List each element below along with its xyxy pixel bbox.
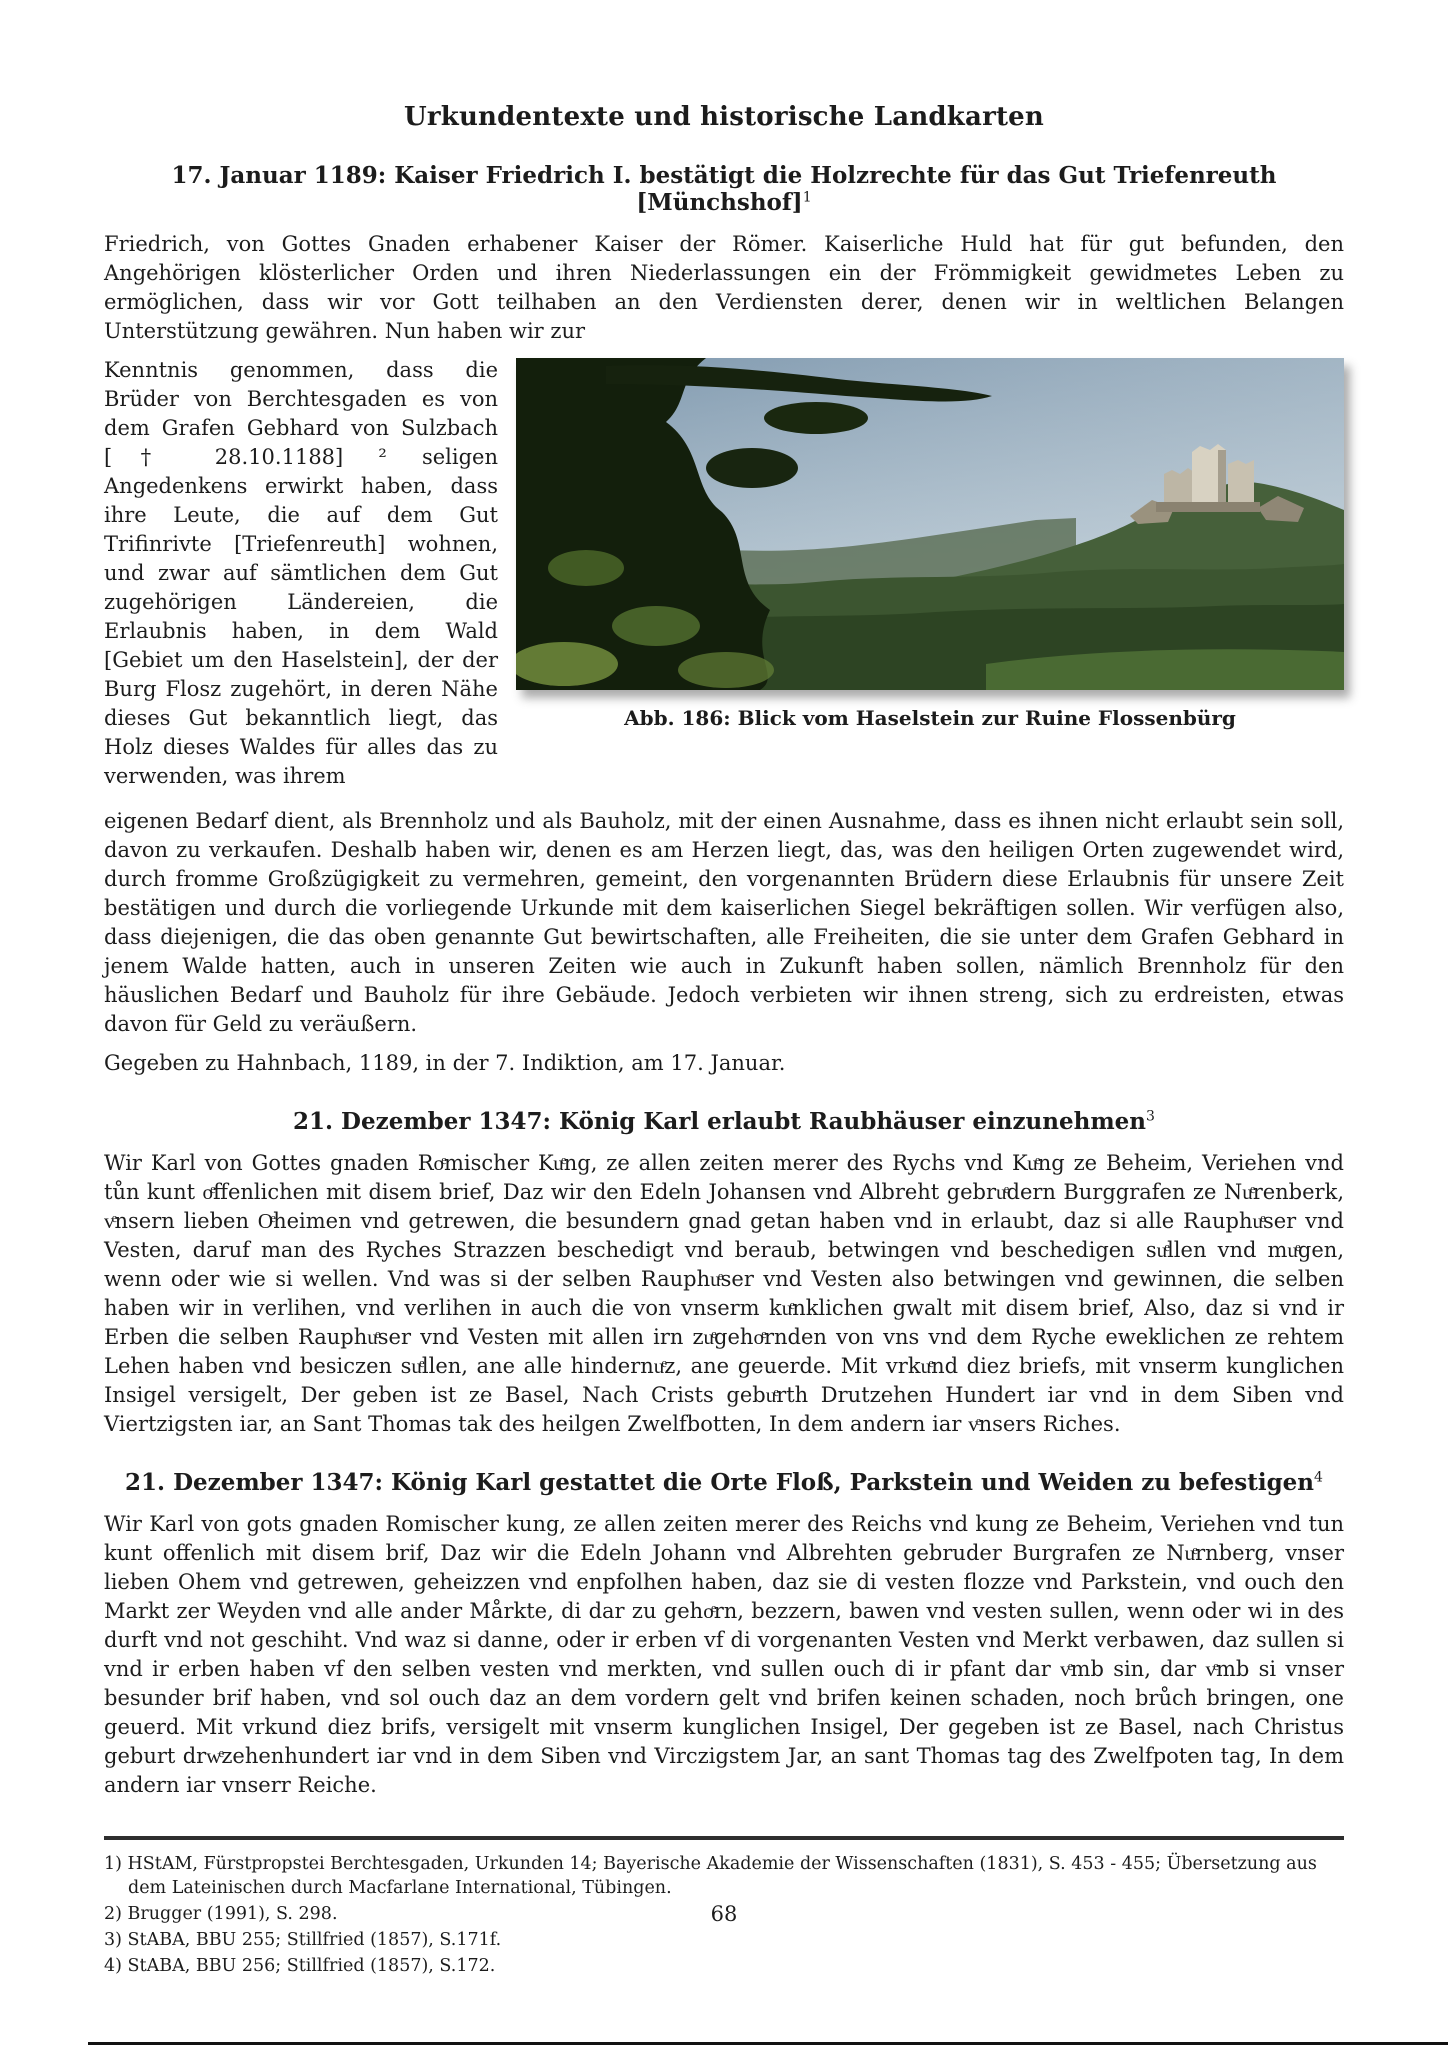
needle-cluster [706, 448, 798, 488]
footnote-item [104, 1928, 1344, 1952]
footnote-ref-3: 3 [1146, 1108, 1155, 1125]
footnote-text: StABA, BBU 256; Stillfried (1857), S.172. [127, 1956, 496, 1976]
footnote-marker: 2) [104, 1904, 122, 1924]
footnote-item [104, 1852, 1344, 1900]
section-1-heading-text: 17. Januar 1189: Kaiser Friedrich I. bestätigt die Holzrechte für das Gut Triefenreuth [Münchshof] [171, 162, 1277, 216]
section-2-heading [104, 1108, 1344, 1135]
footnote-text: StABA, BBU 255; Stillfried (1857), S.171f. [127, 1930, 502, 1950]
section-1-heading [104, 162, 1344, 216]
page-title: Urkundentexte und historische Landkarten [403, 102, 1045, 132]
section-1-image-text-wrap [104, 356, 1344, 791]
section-1-intro-paragraph: Friedrich, von Gottes Gnaden erhabener Kaiser der Römer. Kaiserliche Huld hat für gut befunden, den Angehörigen klösterlicher Orden und ihren Niederlassungen ein der Frömmigkeit gewidmetes Leben zu ermöglichen, dass wir vor Gott teilhaben an den Verdiensten derer, denen wir in weltlichen Belangen Unterstützung gewähren. Nun haben wir zur [104, 232, 1344, 343]
section-2-body: Wir Karl von Gottes gnaden Roͤmischer Kuͤng, ze allen zeiten merer des Rychs vnd Kuͤng ze Beheim, Veriehen vnd tůn kunt oͤffenlichen mit disem brief, Daz wir den Edeln Johansen vnd Albreht gebruͤdern Burggrafen ze Nuͤrenberk, vͤnsern lieben Oͤheimen vnd getrewen, die besundern gnad getan haben vnd in erlaubt, daz si alle Rauphuͤser vnd Vesten, daruf man des Ryches Strazzen beschedigt vnd beraub, betwingen vnd beschedigen suͤllen vnd muͤgen, wenn oder wie si wellen. Vnd was si der selben Rauphuͤser vnd Vesten also betwingen vnd gewinnen, die selben haben wir in verlihen, vnd verlihen in auch die von vnserm kuͤnklichen gwalt mit disem brief, Also, daz si vnd ir Erben die selben Rauphuͤser vnd Vesten mit allen irn zuͤgehoͤrnden von vns vnd dem Ryche eweklichen ze rehtem Lehen haben vnd besiczen suͤllen, ane alle hindernuͤz, ane geuerde. Mit vrkuͤnd diez briefs, mit vnserm kunglichen Insigel versigelt, Der geben ist ze Basel, Nach Crists gebuͤrth Drutzehen Hundert iar vnd in dem Siben vnd Viertzigsten iar, an Sant Thomas tak des heilgen Zwelfbotten, In dem andern iar vͤnsers Riches. [104, 1151, 1344, 1436]
footnote-marker: 3) [104, 1930, 122, 1950]
needle-cluster [764, 402, 868, 434]
figure-caption: Abb. 186: Blick vom Haselstein zur Ruine Flossenbürg [624, 706, 1236, 730]
footnote-marker: 4) [104, 1956, 122, 1976]
leaf-highlight [612, 606, 700, 646]
section-1-continuation-paragraph: eigenen Bedarf dient, als Brennholz und als Bauholz, mit der einen Ausnahme, dass es ihnen nicht erlaubt sein soll, davon zu verkaufen. Deshalb haben wir, denen es am Herzen liegt, das, was den heiligen Orten zugewendet wird, durch fromme Großzügigkeit zu vermehren, gemeint, den vorgenannten Brüdern diese Erlaubnis für unsere Zeit bestätigen und durch die vorliegende Urkunde mit dem kaiserlichen Siegel bekräftigen sollen. Wir verfügen also, dass diejenigen, die das oben genannte Gut bewirtschaften, alle Freiheiten, die sie unter dem Grafen Gebhard in jenem Walde hatten, auch in unseren Zeiten wie auch in Zukunft haben sollen, nämlich Brennholz für den häuslichen Bedarf und Bauholz für ihre Gebäude. Jedoch verbieten wir ihnen streng, sich zu erdreisten, etwas davon für Geld zu veräußern. [104, 809, 1344, 1036]
section-3-heading [104, 1469, 1344, 1496]
page-edge-line [88, 2042, 1448, 2045]
figure-186 [516, 358, 1344, 730]
section-1-column-paragraph: Kenntnis genommen, dass die Brüder von Berchtesgaden es von dem Grafen Gebhard von Sulzbach [† 28.10.1188] ² seligen Angedenkens erwirkt haben, dass ihre Leute, die auf dem Gut Trifinrivte [Triefenreuth] wohnen, und zwar auf sämtlichen dem Gut zugehörigen Ländereien, die Erlaubnis haben, in dem Wald [Gebiet um den Haselstein], der der Burg Flosz zugehört, in deren Nähe dieses Gut bekanntlich liegt, das Holz dieses Waldes für alles das zu verwenden, was ihrem [104, 358, 498, 788]
leaf-highlight [678, 652, 774, 688]
footnote-ref-1: 1 [802, 189, 812, 206]
section-3-body: Wir Karl von gots gnaden Romischer kung, ze allen zeiten merer des Reichs vnd kung ze Beheim, Veriehen vnd tun kunt offenlich mit disem brif, Daz wir die Edeln Johann vnd Albrehten gebruder Burgrafen ze Nuͤrnberg, vnser lieben Ohem vnd getrewen, geheizzen vnd enpfolhen haben, daz sie di vesten flozze vnd Parkstein, vnd ouch den Markt zer Weyden vnd alle ander Mårkte, di dar zu gehoͤrn, bezzern, bawen vnd vesten sullen, wenn oder wi in des durft vnd not geschiht. Vnd waz si danne, oder ir erben vf di vorgenanten Vesten vnd Merkt verbawen, daz sullen si vnd ir erben haben vf den selben vesten vnd merkten, vnd sullen ouch di ir pfant dar vͤmb sin, dar vͤmb si vnser besunder brif haben, vnd sol ouch daz an dem vordern gelt vnd brifen keinen schaden, noch brůch bringen, one geuerd. Mit vrkund diez brifs, versigelt mit vnserm kunglichen Insigel, Der gegeben ist ze Basel, nach Christus geburt drwͤzehenhundert iar vnd in dem Siben vnd Virczigstem Jar, an sant Thomas tag des Zwelfpoten tag, In dem andern iar vnserr Reiche. [104, 1512, 1344, 1797]
footnote-text: HStAM, Fürstpropstei Berchtesgaden, Urkunden 14; Bayerische Akademie der Wissenschaften (1831), S. 453 - 455; Übersetzung aus dem Lateinischen durch Macfarlane International, Tübingen. [127, 1854, 1317, 1898]
leaf-highlight [548, 550, 624, 586]
section-3-heading-text: 21. Dezember 1347: König Karl gestattet die Orte Floß, Parkstein und Weiden zu befestigen [125, 1469, 1315, 1496]
landscape-photo [516, 358, 1344, 690]
footnote-text: Brugger (1991), S. 298. [127, 1904, 338, 1924]
section-2-heading-text: 21. Dezember 1347: König Karl erlaubt Raubhäuser einzunehmen [293, 1108, 1147, 1135]
page-number: 68 [710, 1902, 738, 1926]
section-1-dateline: Gegeben zu Hahnbach, 1189, in der 7. Indiktion, am 17. Januar. [104, 1051, 786, 1075]
footnote-item [104, 1954, 1344, 1978]
page-content [104, 102, 1344, 1980]
footnote-marker: 1) [104, 1854, 122, 1874]
footnote-divider [104, 1836, 1344, 1840]
footnote-ref-4: 4 [1314, 1469, 1323, 1486]
